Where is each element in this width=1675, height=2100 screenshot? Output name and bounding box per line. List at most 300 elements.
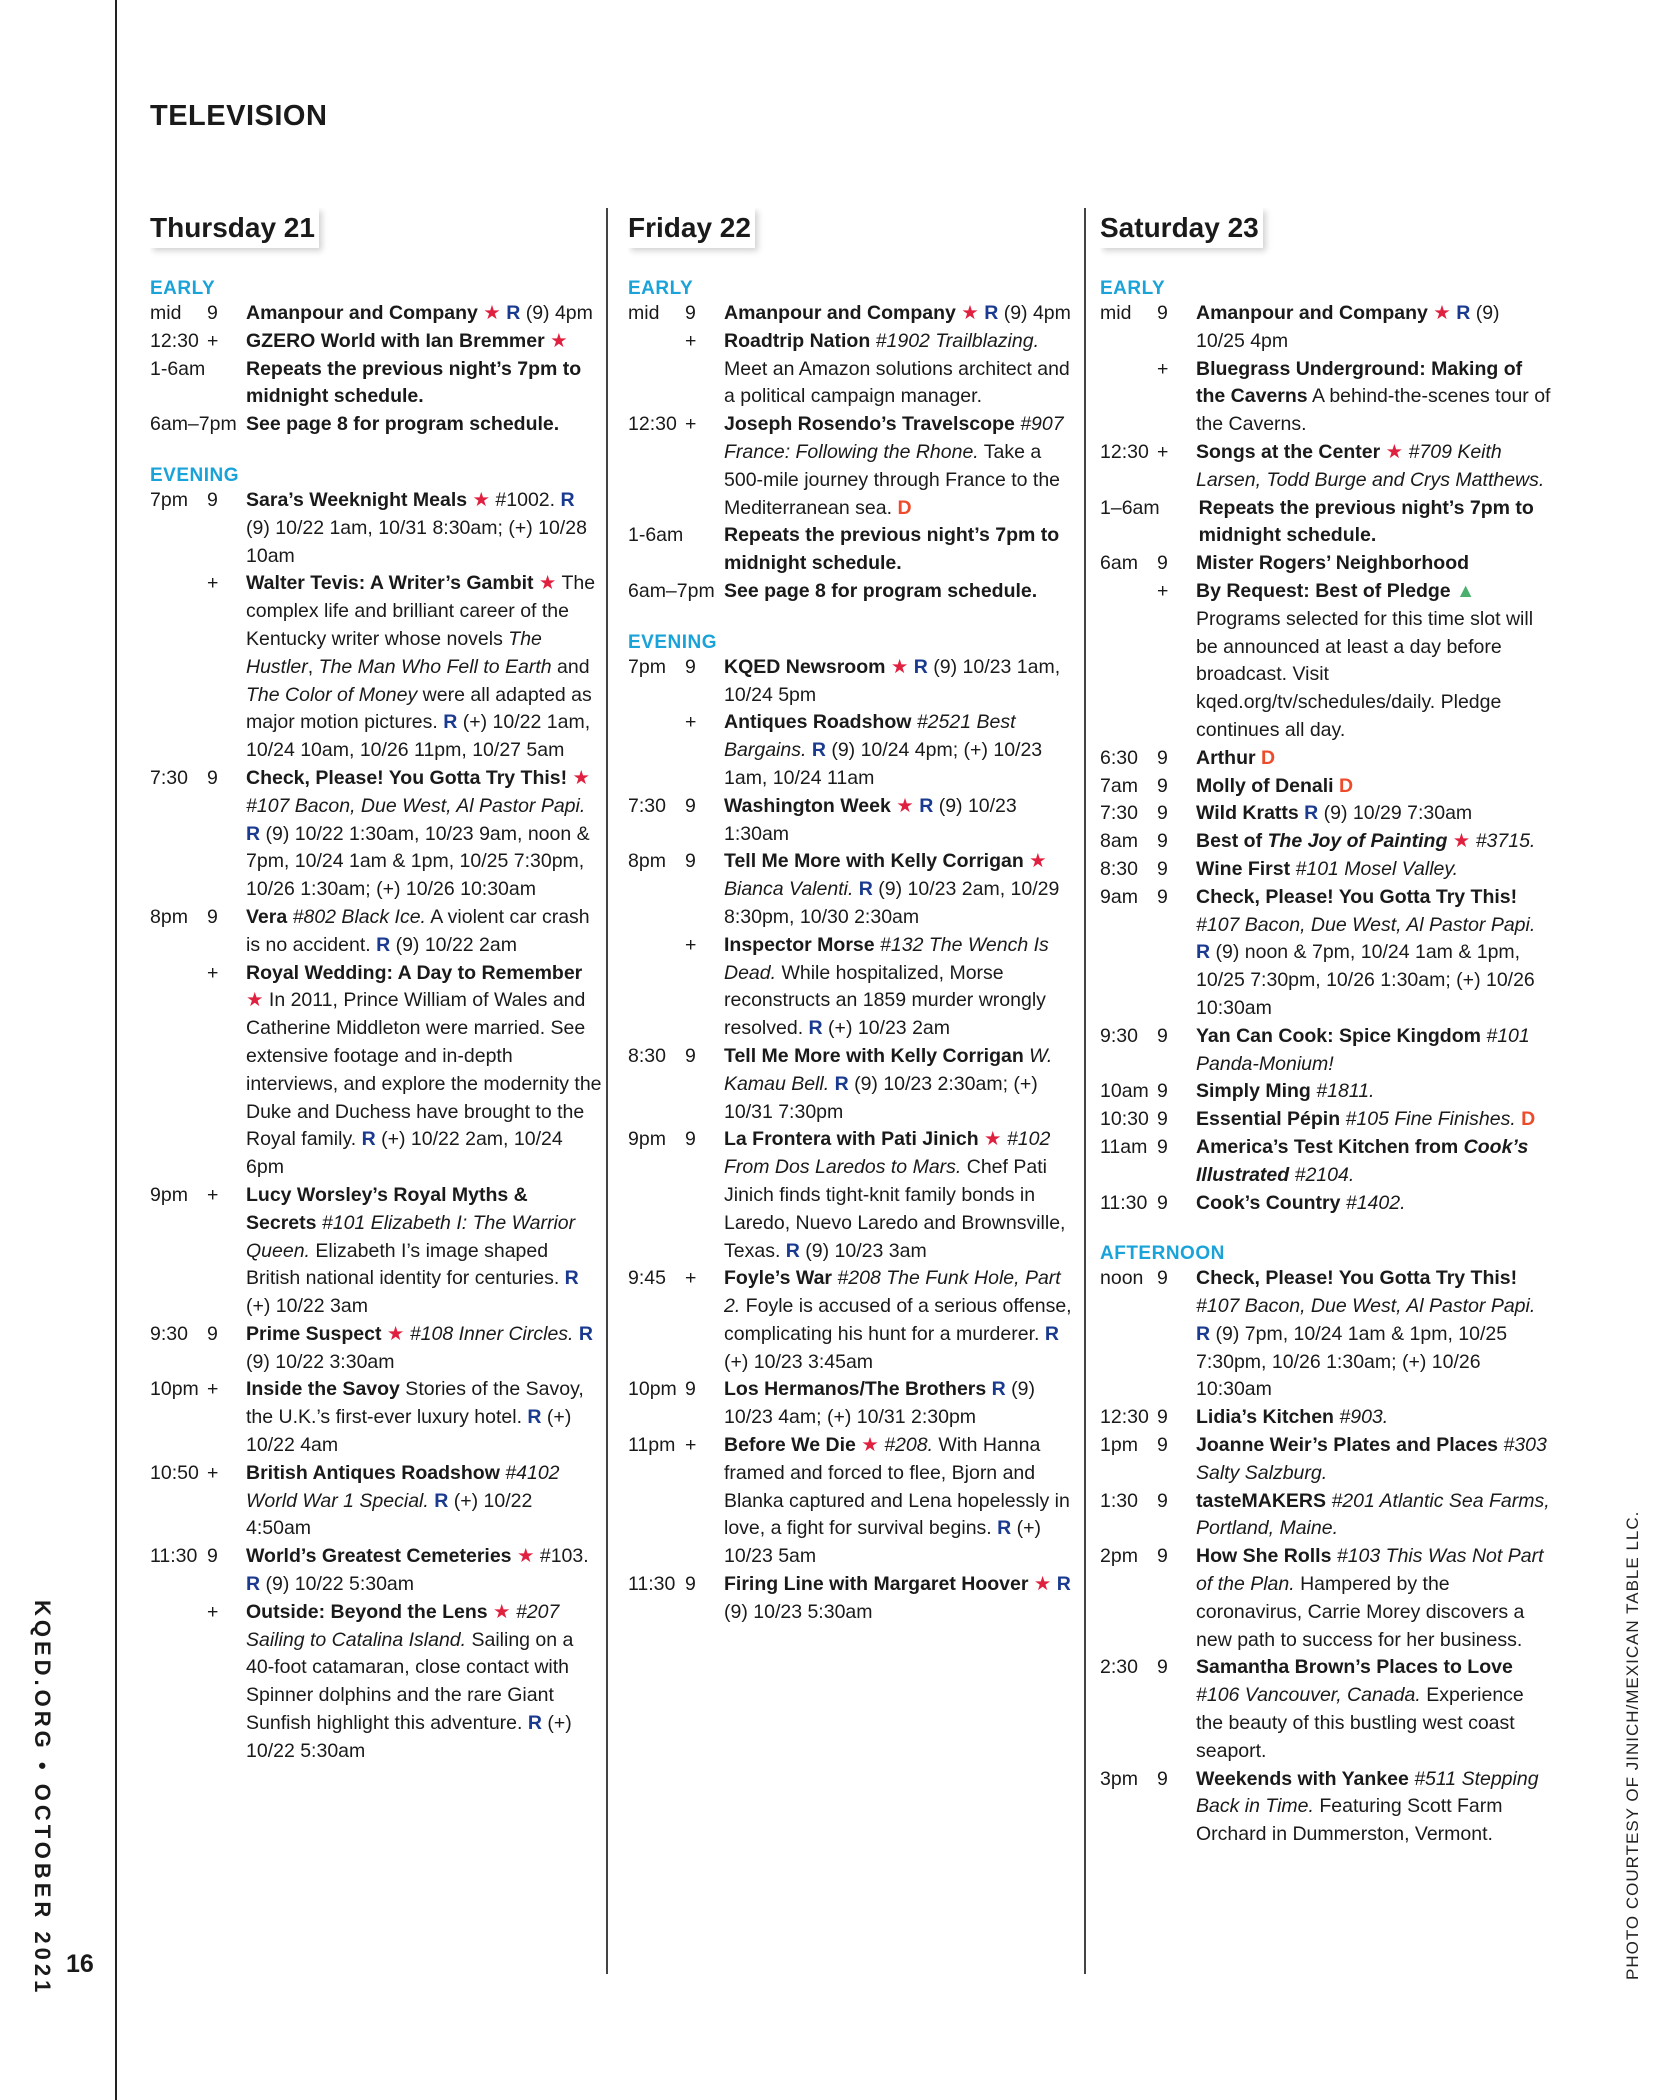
entry-channel: 9	[1157, 1489, 1168, 1512]
entry-program	[246, 1460, 602, 1543]
entry-program	[1196, 856, 1552, 884]
entry-program	[724, 654, 1080, 710]
entry-program	[246, 487, 602, 570]
entry-channel: 9	[1157, 802, 1168, 825]
entry-time: mid	[150, 302, 182, 324]
entry-channel: 9	[1157, 552, 1168, 575]
entry-channel: +	[685, 329, 697, 352]
entry-time: 8pm	[628, 850, 666, 873]
schedule-entry	[1100, 1654, 1552, 1765]
schedule-entry	[150, 487, 602, 570]
program-title: The Joy of Painting	[1267, 830, 1448, 853]
program-title: World’s Greatest Cemeteries	[246, 1545, 512, 1568]
star-icon: ★	[567, 766, 591, 789]
program-title: Walter Tevis: A Writer’s Gambit	[246, 572, 534, 595]
description: In 2011, Prince William of Wales and Catherine Middleton were married. See extensive footage and in-depth interviews, and explore the modernity the Duke and Duchess have brought to the Royal family.	[246, 989, 602, 1151]
entry-channel	[207, 356, 246, 412]
entry-time: 10:30	[1100, 1108, 1149, 1131]
entry-time: 6:30	[1100, 746, 1138, 769]
entry-time	[150, 960, 207, 1182]
episode-info: #201 Atlantic Sea Farms, Portland, Maine.	[1196, 1489, 1550, 1540]
description: (9) 10/23 2am, 10/29 8:30pm, 10/30 2:30am	[724, 878, 1060, 928]
entry-channel: 9	[1157, 857, 1168, 880]
description: were all adapted as major motion pictures.	[246, 683, 592, 734]
entry-program	[246, 356, 602, 412]
page-margin-rule	[115, 0, 117, 2100]
entry-program	[246, 1182, 602, 1321]
description: Chef Pati Jinich finds tight-knit family bonds in Laredo, Nuevo Laredo and Brownsville, Texas.	[724, 1156, 1066, 1262]
description: (9) 10/29 7:30am	[1318, 802, 1473, 825]
episode-info: The Hustler	[246, 627, 542, 678]
schedule-entry	[1100, 1432, 1552, 1488]
schedule-entry	[150, 328, 602, 356]
episode-info: #907 France: Following the Rhone.	[724, 413, 1064, 463]
entry-program	[1196, 828, 1552, 856]
program-title: Songs at the Center	[1196, 440, 1381, 463]
episode-info: #208.	[884, 1434, 933, 1457]
entry-time: 7:30	[628, 794, 666, 817]
entry-time: 8:30	[628, 1044, 666, 1067]
entry-channel: 9	[1157, 1024, 1168, 1047]
entry-channel: 9	[1157, 1545, 1168, 1568]
entry-channel: 9	[685, 1044, 696, 1067]
block-label: EVENING	[150, 464, 240, 486]
entry-time	[628, 328, 685, 411]
entry-program	[1199, 495, 1552, 551]
entry-program	[1196, 300, 1552, 356]
schedule-entry	[150, 1182, 602, 1321]
program-title: Check, Please! You Gotta Try This!	[1196, 1267, 1518, 1290]
schedule-entry	[1100, 495, 1552, 551]
repeat-marker: R	[578, 1322, 593, 1345]
entry-channel: 9	[207, 1545, 218, 1568]
star-icon: ★	[533, 572, 562, 595]
program-title: Simply Ming	[1196, 1080, 1311, 1103]
entry-time: 12:30	[1100, 440, 1149, 463]
repeat-marker: R	[997, 1517, 1012, 1540]
schedule-entry	[1100, 550, 1552, 578]
entry-channel: +	[685, 413, 697, 436]
episode-info: #208 The Funk Hole, Part 2.	[724, 1267, 1061, 1318]
repeat-marker: R	[443, 711, 458, 734]
program-title: Bluegrass Underground: Making of the Caverns	[1196, 357, 1523, 408]
description: #1002.	[495, 488, 561, 511]
program-title: Sara’s Weeknight Meals	[246, 488, 468, 511]
description: (9) 10/25 4pm	[1196, 302, 1500, 352]
entry-program	[1196, 1023, 1552, 1079]
entry-time: 10am	[1100, 1080, 1149, 1103]
entry-channel: +	[685, 933, 697, 956]
description: (9) noon & 7pm, 10/24 1am & 1pm, 10/25 7:30pm, 10/26 1:30am; (+) 10/26 10:30am	[1196, 941, 1535, 1019]
entry-channel: 9	[1157, 1108, 1168, 1131]
entry-program	[246, 904, 602, 960]
entry-time: 9:45	[628, 1267, 666, 1290]
block-label: EARLY	[628, 278, 694, 299]
entry-program	[246, 300, 602, 328]
repeat-marker: R	[919, 794, 934, 817]
repeat-marker: R	[1196, 941, 1211, 964]
description: (9) 4pm	[998, 302, 1071, 324]
episode-info: #108 Inner Circles.	[409, 1322, 574, 1345]
entry-time: 9:30	[150, 1322, 188, 1345]
entry-time: 6am–7pm	[150, 413, 237, 436]
entry-time: 6am	[1100, 552, 1138, 575]
repeat-marker: R	[1044, 1322, 1059, 1345]
entry-channel: +	[207, 1183, 219, 1206]
star-icon: ★	[890, 794, 920, 817]
program-title: Outside: Beyond the Lens	[246, 1600, 488, 1623]
entry-program	[246, 411, 602, 439]
entry-time	[150, 1599, 207, 1766]
schedule-entry	[628, 300, 1080, 328]
program-title: Cook’s Country	[1196, 1191, 1341, 1214]
entry-channel: 9	[207, 488, 218, 511]
entry-program	[1196, 884, 1552, 1023]
schedule-entry	[628, 1265, 1080, 1376]
entry-channel: 9	[207, 1322, 218, 1345]
entry-time: mid	[1100, 302, 1132, 324]
entry-time: 11:30	[1100, 1191, 1148, 1214]
entry-time: 1–6am	[1100, 496, 1160, 519]
description: (9) 10/23 1am, 10/24 5pm	[724, 655, 1061, 706]
descriptive-video-marker: D	[1255, 746, 1276, 769]
entry-time: 9am	[1100, 885, 1138, 908]
program-title: Lucy Worsley’s Royal Myths & Secrets	[246, 1183, 528, 1234]
entry-channel: +	[685, 711, 697, 734]
entry-channel: 9	[685, 1128, 696, 1151]
schedule-entry	[1100, 1766, 1552, 1849]
program-title: Amanpour and Company	[724, 302, 956, 324]
entry-channel: 9	[1157, 1191, 1168, 1214]
entry-program	[1196, 1488, 1552, 1544]
entry-time: 8am	[1100, 830, 1138, 853]
description: (+) 10/22 4:50am	[246, 1489, 533, 1540]
repeat-marker: R	[564, 1267, 579, 1290]
episode-info: The Man Who Fell to Earth	[318, 655, 552, 678]
episode-info: #101 Elizabeth I: The Warrior Queen.	[246, 1211, 576, 1262]
entry-program	[1196, 1543, 1552, 1654]
description: ,	[307, 655, 319, 678]
star-icon: ★	[1380, 440, 1409, 463]
block-label: EVENING	[628, 631, 718, 653]
entry-time: 10pm	[628, 1378, 677, 1401]
column-divider	[606, 208, 608, 1974]
repeat-marker: R	[527, 1406, 542, 1429]
entry-program	[1196, 578, 1552, 745]
program-title: By Request: Best of Pledge	[1196, 579, 1451, 602]
entry-channel: +	[207, 572, 219, 595]
description: Experience the beauty of this bustling west coast seaport.	[1196, 1684, 1524, 1762]
description: Foyle is accused of a serious offense, complicating his hunt for a murderer.	[724, 1295, 1072, 1345]
schedule-entry	[628, 793, 1080, 849]
episode-info: #903.	[1333, 1406, 1389, 1429]
entry-program	[724, 793, 1080, 849]
episode-info: #1811.	[1310, 1080, 1375, 1103]
description: (9) 10/23 1:30am	[724, 794, 1017, 845]
episode-info: #2104.	[1289, 1163, 1355, 1186]
entry-program	[724, 848, 1080, 931]
repeat-marker: R	[527, 1712, 542, 1735]
block-label: EARLY	[150, 278, 216, 299]
day-title: Thursday 21	[150, 208, 319, 248]
entry-channel: +	[685, 1434, 697, 1457]
schedule-entry	[628, 1126, 1080, 1265]
time-block	[628, 278, 1080, 606]
schedule-entry	[1100, 1134, 1552, 1190]
description: The complex life and brilliant career of the Kentucky writer whose novels	[246, 572, 596, 650]
entry-channel: 9	[207, 905, 218, 928]
entry-program	[724, 328, 1080, 411]
star-icon: ★	[467, 488, 496, 511]
schedule-entry	[628, 578, 1080, 606]
entry-program	[724, 1376, 1080, 1432]
program-title: Roadtrip Nation	[724, 329, 871, 352]
entry-channel: 9	[1157, 302, 1168, 324]
description: Featuring Scott Farm Orchard in Dummerston, Vermont.	[1196, 1795, 1503, 1846]
program-title: Joanne Weir’s Plates and Places	[1196, 1434, 1499, 1457]
entry-channel: +	[207, 1378, 219, 1401]
schedule-entry	[150, 300, 602, 328]
entry-program	[1196, 1654, 1552, 1765]
description: (+) 10/22 5:30am	[246, 1712, 572, 1762]
schedule-entry	[628, 1376, 1080, 1432]
program-title: Repeats the previous night’s 7pm to midnight schedule.	[1198, 496, 1534, 547]
descriptive-video-marker: D	[1515, 1108, 1536, 1131]
program-title: Weekends with Yankee	[1196, 1767, 1409, 1790]
entry-program	[724, 1265, 1080, 1376]
description: (+) 10/23 2am	[822, 1017, 950, 1040]
program-title: Best of	[1196, 830, 1268, 853]
time-block	[1100, 1243, 1552, 1849]
entry-program	[1196, 356, 1552, 439]
entry-channel: 9	[207, 766, 218, 789]
episode-info: Bianca Valenti.	[724, 878, 854, 901]
entry-channel: +	[1157, 440, 1169, 463]
section-title: TELEVISION	[150, 100, 328, 132]
entry-channel: +	[207, 961, 219, 984]
description: (+) 10/22 1am, 10/24 10am, 10/26 11pm, 10/27 5am	[246, 711, 591, 762]
episode-info: #105 Fine Finishes.	[1340, 1108, 1516, 1131]
program-title: Washington Week	[724, 794, 891, 817]
schedule-entry	[1100, 884, 1552, 1023]
episode-info: #207 Sailing to Catalina Island.	[246, 1600, 560, 1651]
program-title: Check, Please! You Gotta Try This!	[246, 766, 568, 789]
program-title: Lidia’s Kitchen	[1196, 1406, 1334, 1429]
star-icon: ★	[544, 329, 568, 352]
repeat-marker: R	[1056, 1573, 1071, 1596]
program-title: Tell Me More with Kelly Corrigan	[724, 850, 1024, 873]
entry-program	[1196, 1265, 1552, 1404]
entry-time: 1:30	[1100, 1489, 1138, 1512]
episode-info: #107 Bacon, Due West, Al Pastor Papi.	[1196, 1295, 1536, 1318]
entry-program	[1196, 745, 1552, 773]
schedule-entry	[628, 709, 1080, 792]
entry-program	[1196, 1078, 1552, 1106]
program-title: Essential Pépin	[1196, 1108, 1341, 1131]
entry-time: 8pm	[150, 905, 188, 928]
entry-channel: 9	[1157, 1080, 1168, 1103]
program-title: Repeats the previous night’s 7pm to midnight schedule.	[246, 357, 582, 408]
program-title: Prime Suspect	[246, 1322, 382, 1345]
entry-channel: +	[207, 1461, 219, 1484]
repeat-marker: R	[1196, 1322, 1211, 1345]
entry-time: 8:30	[1100, 857, 1138, 880]
schedule-entry	[1100, 1106, 1552, 1134]
description: (9) 10/22 5:30am	[260, 1573, 415, 1596]
entry-time: 9:30	[1100, 1024, 1138, 1047]
entry-channel: 9	[1157, 746, 1168, 769]
star-icon: ★	[1023, 850, 1047, 873]
schedule-entry	[150, 356, 602, 412]
entry-program	[1196, 773, 1552, 801]
program-title: Joseph Rosendo’s Travelscope	[724, 413, 1015, 436]
description: (+) 10/23 3:45am	[724, 1350, 874, 1373]
program-title: Cook’s Illustrated	[1196, 1135, 1529, 1186]
entry-channel: 9	[1157, 830, 1168, 853]
schedule-column-saturday	[1100, 208, 1552, 2028]
schedule-entry	[1100, 1078, 1552, 1106]
program-title: Yan Can Cook: Spice Kingdom	[1196, 1024, 1481, 1047]
episode-info: #107 Bacon, Due West, Al Pastor Papi.	[1196, 913, 1536, 936]
star-icon: ★	[955, 302, 985, 324]
program-title: Repeats the previous night’s 7pm to midnight schedule.	[724, 524, 1060, 575]
entry-channel: 9	[1157, 774, 1168, 797]
entry-channel: 9	[685, 655, 696, 678]
description: (9) 10/22 1am, 10/31 8:30am; (+) 10/28 10am	[246, 516, 587, 567]
description: and	[551, 655, 590, 678]
entry-time: 9pm	[628, 1128, 666, 1151]
description: (9) 10/23 4am; (+) 10/31 2:30pm	[724, 1378, 1035, 1429]
entry-channel: 9	[1157, 1406, 1168, 1429]
schedule-entry	[1100, 1190, 1552, 1218]
entry-time: 7am	[1100, 774, 1138, 797]
schedule-entry	[1100, 300, 1552, 356]
time-block	[150, 465, 602, 1766]
repeat-marker: R	[1456, 302, 1471, 324]
descriptive-video-marker: D	[1333, 774, 1354, 797]
description: Hampered by the coronavirus, Carrie Morey discovers a new path to success for her business.	[1196, 1573, 1525, 1651]
description: Meet an Amazon solutions architect and a political campaign manager.	[724, 357, 1070, 408]
entry-channel: 9	[1157, 1267, 1168, 1290]
entry-channel: +	[1157, 357, 1169, 380]
schedule-entry	[150, 1376, 602, 1459]
schedule-entry	[1100, 578, 1552, 745]
entry-time: 11:30	[150, 1545, 198, 1568]
program-title: Before We Die	[724, 1434, 856, 1457]
entry-time: 1pm	[1100, 1434, 1138, 1457]
schedule-entry	[150, 1599, 602, 1766]
program-title: Los Hermanos/The Brothers	[724, 1378, 987, 1401]
entry-channel: 9	[1157, 1135, 1168, 1158]
entry-time: mid	[628, 302, 660, 324]
entry-time: 10:50	[150, 1461, 199, 1484]
episode-info: #102 From Dos Laredos to Mars.	[724, 1128, 1051, 1179]
photo-credit: PHOTO COURTESY OF JINICH/MEXICAN TABLE LLC.	[1623, 1510, 1642, 1980]
entry-program	[246, 1321, 602, 1377]
schedule-entry	[628, 932, 1080, 1043]
description: While hospitalized, Morse reconstructs an 1859 murder wrongly resolved.	[724, 961, 1046, 1040]
schedule-entry	[1100, 1023, 1552, 1079]
description: (+) 10/22 4am	[246, 1406, 572, 1457]
entry-time: 2pm	[1100, 1545, 1138, 1568]
entry-program	[246, 1599, 602, 1766]
star-icon: ★	[978, 1128, 1007, 1151]
description: (9) 4pm	[520, 302, 593, 324]
schedule-entry	[1100, 1265, 1552, 1404]
program-title: Mister Rogers’ Neighborhood	[1196, 552, 1470, 575]
schedule-entry	[150, 1460, 602, 1543]
episode-info: #132 The Wench Is Dead.	[724, 933, 1049, 984]
program-title: Inspector Morse	[724, 933, 875, 956]
entry-program	[246, 1543, 602, 1599]
entry-program	[724, 1043, 1080, 1126]
episode-info: #101 Panda-Monium!	[1196, 1024, 1530, 1075]
schedule-entry	[1100, 1543, 1552, 1654]
description: #103.	[539, 1545, 589, 1568]
entry-program	[724, 300, 1080, 328]
program-title: Check, Please! You Gotta Try This!	[1196, 885, 1518, 908]
schedule-entry	[1100, 745, 1552, 773]
block-label: AFTERNOON	[1100, 1243, 1225, 1265]
star-icon: ★	[1447, 830, 1476, 853]
time-block	[150, 278, 602, 439]
star-icon: ★	[1028, 1573, 1057, 1596]
program-title: Samantha Brown’s Places to Love	[1196, 1656, 1513, 1679]
schedule-entry	[150, 1543, 602, 1599]
entry-channel	[1160, 495, 1199, 551]
entry-time: 12:30	[628, 413, 677, 436]
schedule-entry	[1100, 856, 1552, 884]
repeat-marker: R	[560, 488, 575, 511]
episode-info: The Color of Money	[246, 683, 418, 706]
schedule-entry	[1100, 1404, 1552, 1432]
episode-info: #107 Bacon, Due West, Al Pastor Papi.	[246, 794, 586, 817]
schedule-entry	[628, 411, 1080, 522]
schedule-entry	[628, 1571, 1080, 1627]
schedule-entry	[1100, 356, 1552, 439]
entry-channel: 9	[207, 302, 218, 324]
day-title: Friday 22	[628, 208, 755, 248]
repeat-marker: R	[986, 1378, 1006, 1401]
entry-time: 3pm	[1100, 1767, 1138, 1790]
entry-program	[246, 328, 602, 356]
episode-info: #709 Keith Larsen, Todd Burge and Crys Matthews.	[1196, 440, 1545, 491]
repeat-marker: R	[984, 302, 999, 324]
entry-time: 7:30	[1100, 802, 1138, 825]
repeat-marker: R	[834, 1072, 849, 1095]
program-title: Foyle’s War	[724, 1267, 833, 1290]
program-title: tasteMAKERS	[1196, 1489, 1327, 1512]
episode-info: #106 Vancouver, Canada.	[1196, 1684, 1421, 1707]
entry-time: 11:30	[628, 1573, 676, 1596]
repeat-marker: R	[246, 822, 261, 845]
schedule-entry	[1100, 1488, 1552, 1544]
star-icon: ★	[477, 302, 507, 324]
episode-info: #1902 Trailblazing.	[870, 329, 1039, 352]
program-title: Amanpour and Company	[1196, 302, 1428, 324]
entry-time: 1-6am	[150, 357, 206, 380]
entry-program	[1196, 1766, 1552, 1849]
episode-info: #511 Stepping Back in Time.	[1196, 1767, 1539, 1818]
entry-program	[246, 765, 602, 904]
entry-program	[724, 709, 1080, 792]
entry-time: 10pm	[150, 1378, 199, 1401]
star-icon: ★	[246, 989, 269, 1012]
entry-channel	[685, 522, 724, 578]
description: A behind-the-scenes tour of the Caverns.	[1196, 385, 1551, 436]
description: Stories of the Savoy, the U.K.’s first-ever luxury hotel.	[246, 1378, 584, 1429]
schedule-entry	[150, 1321, 602, 1377]
